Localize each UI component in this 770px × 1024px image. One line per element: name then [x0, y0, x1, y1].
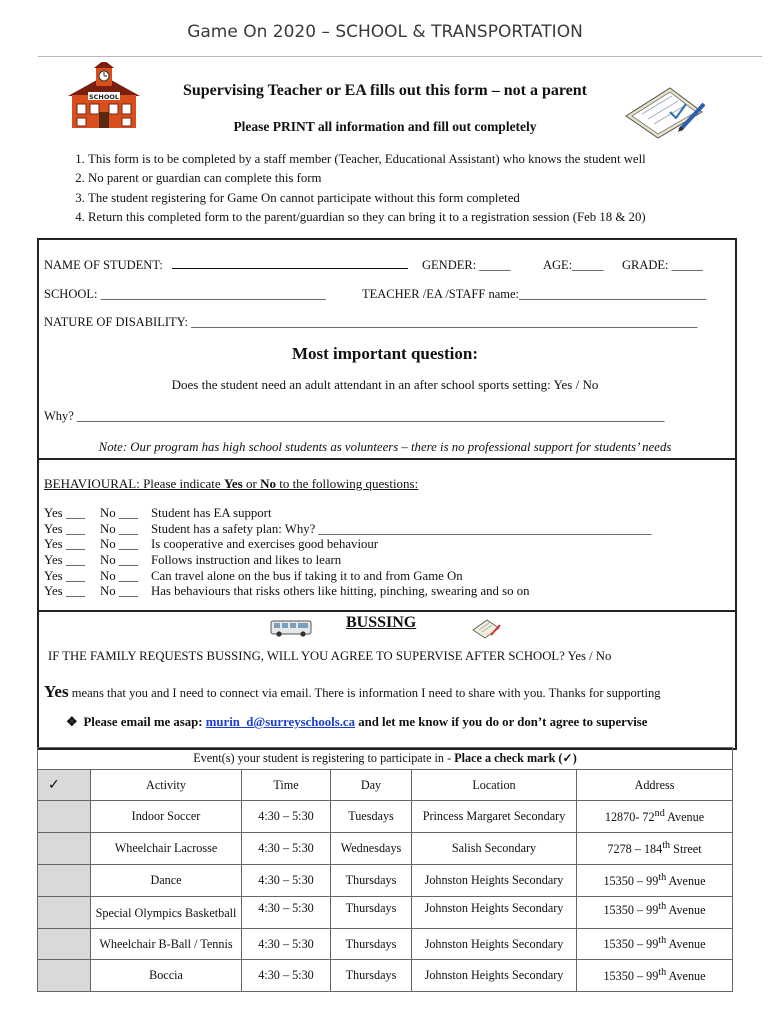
day-cell: Thursdays: [331, 929, 412, 960]
time-cell: 4:30 – 5:30: [242, 929, 331, 960]
location-column-header: Location: [412, 770, 577, 801]
age-field[interactable]: AGE:_____: [543, 258, 604, 272]
table-row: [38, 801, 733, 833]
table-caption-row: [38, 748, 733, 770]
student-name-field[interactable]: [44, 258, 408, 273]
bussing-heading: BUSSING: [346, 614, 417, 631]
day-cell: Thursdays: [331, 960, 412, 992]
volunteer-note: Note: Our program has high school students as volunteers – there is no professional support for students’ needs: [98, 440, 672, 454]
time-cell: 4:30 – 5:30: [242, 801, 331, 833]
table-row: [38, 960, 733, 992]
behaviour-row[interactable]: Yes ___ No ___ Student has EA support: [44, 506, 272, 520]
check-cell[interactable]: [38, 865, 91, 897]
notepad-icon: [471, 617, 501, 639]
activity-cell: Wheelchair Lacrosse: [91, 833, 242, 865]
time-cell: 4:30 – 5:30: [242, 897, 331, 929]
day-cell: Thursdays: [331, 897, 412, 929]
attendant-question[interactable]: Does the student need an adult attendant in an after school sports setting: Yes / No: [171, 377, 599, 392]
address-cell: 15350 – 99th Avenue: [577, 897, 733, 929]
instruction-list: [38, 150, 770, 227]
location-cell: Johnston Heights Secondary: [412, 897, 577, 929]
check-cell[interactable]: [38, 801, 91, 833]
grade-field[interactable]: GRADE: _____: [622, 258, 703, 272]
why-field[interactable]: Why? ______________________________________________________________________________________________: [44, 409, 665, 423]
time-cell: 4:30 – 5:30: [242, 865, 331, 897]
behaviour-row[interactable]: Yes ___ No ___ Has behaviours that risks others like hitting, pinching, swearing and so on: [44, 584, 530, 599]
events-table: [37, 747, 733, 992]
address-cell: 7278 – 184th Street: [577, 833, 733, 865]
behaviour-row[interactable]: Yes ___ No ___ Follows instruction and likes to learn: [44, 553, 342, 568]
table-row: [38, 929, 733, 960]
events-caption: Event(s) your student is registering to participate in - Place a check mark (✓): [38, 748, 733, 770]
check-cell[interactable]: [38, 929, 91, 960]
day-cell: Wednesdays: [331, 833, 412, 865]
activity-cell: Dance: [91, 865, 242, 897]
address-cell: 15350 – 99th Avenue: [577, 929, 733, 960]
instruction-item: 1. This form is to be completed by a staff member (Teacher, Educational Assistant) who knows the student well: [88, 150, 770, 169]
bussing-yes-explanation: Yes means that you and I need to connect via email. There is information I need to share with you. Thanks for supporting: [44, 682, 661, 701]
activity-column-header: Activity: [91, 770, 242, 801]
teacher-field[interactable]: TEACHER /EA /STAFF name:______________________________: [362, 287, 707, 301]
page-title: Game On 2020 – SCHOOL & TRANSPORTATION: [187, 22, 583, 42]
disability-field[interactable]: NATURE OF DISABILITY: _________________________________________________________________________________: [44, 315, 698, 329]
instruction-item: 4. Return this completed form to the parent/guardian so they can bring it to a registration session (Feb 18 & 20): [88, 208, 770, 227]
important-question-heading: Most important question:: [291, 344, 479, 363]
email-link[interactable]: murin_d@surreyschools.ca: [205, 715, 355, 729]
behavioural-list: [44, 506, 651, 600]
student-name-blank[interactable]: [172, 268, 408, 269]
time-column-header: Time: [242, 770, 331, 801]
instruction-item: 3. The student registering for Game On cannot participate without this form completed: [88, 189, 770, 208]
day-cell: Thursdays: [331, 865, 412, 897]
location-cell: Princess Margaret Secondary: [412, 801, 577, 833]
address-cell: 12870- 72nd Avenue: [577, 801, 733, 833]
email-request: ❖ Please email me asap: murin_d@surreyschools.ca and let me know if you do or don’t agree to supervise: [66, 715, 648, 729]
gender-field[interactable]: GENDER: _____: [422, 258, 511, 272]
school-field[interactable]: SCHOOL: ____________________________________: [44, 287, 326, 301]
activity-cell: Wheelchair B-Ball / Tennis: [91, 929, 242, 960]
time-cell: 4:30 – 5:30: [242, 833, 331, 865]
location-cell: Johnston Heights Secondary: [412, 960, 577, 992]
day-cell: Tuesdays: [331, 801, 412, 833]
table-header-row: [38, 770, 733, 801]
day-column-header: Day: [331, 770, 412, 801]
activity-cell: Boccia: [91, 960, 242, 992]
address-column-header: Address: [577, 770, 733, 801]
check-cell[interactable]: [38, 897, 91, 929]
form-subtitle: Supervising Teacher or EA fills out this form – not a parent: [182, 82, 588, 99]
behaviour-row[interactable]: Yes ___ No ___ Student has a safety plan: Why? ____________________________________________________: [44, 521, 652, 536]
behavioural-heading: BEHAVIOURAL: Please indicate Yes or No to the following questions:: [44, 476, 419, 491]
check-column-header: ✓: [38, 770, 91, 801]
bus-icon: [270, 618, 312, 638]
header-divider: [38, 56, 762, 57]
address-cell: 15350 – 99th Avenue: [577, 960, 733, 992]
activity-cell: Indoor Soccer: [91, 801, 242, 833]
time-cell: 4:30 – 5:30: [242, 960, 331, 992]
location-cell: Johnston Heights Secondary: [412, 929, 577, 960]
activity-cell: Special Olympics Basketball: [91, 897, 242, 929]
bussing-question[interactable]: IF THE FAMILY REQUESTS BUSSING, WILL YOU AGREE TO SUPERVISE AFTER SCHOOL? Yes / No: [48, 649, 612, 663]
table-row: [38, 833, 733, 865]
school-sign: SCHOOL: [88, 93, 120, 101]
check-cell[interactable]: [38, 833, 91, 865]
address-cell: 15350 – 99th Avenue: [577, 865, 733, 897]
table-row: [38, 897, 733, 929]
print-instruction: Please PRINT all information and fill out completely: [233, 119, 537, 134]
location-cell: Johnston Heights Secondary: [412, 865, 577, 897]
bullet-icon: ❖: [66, 715, 78, 729]
table-row: [38, 865, 733, 897]
check-cell[interactable]: [38, 960, 91, 992]
location-cell: Salish Secondary: [412, 833, 577, 865]
instruction-item: 2. No parent or guardian can complete this form: [88, 169, 770, 188]
student-name-label: NAME OF STUDENT:: [44, 258, 163, 272]
behaviour-row[interactable]: Yes ___ No ___ Is cooperative and exercises good behaviour: [44, 537, 379, 552]
behaviour-row[interactable]: Yes ___ No ___ Can travel alone on the bus if taking it to and from Game On: [44, 568, 463, 583]
